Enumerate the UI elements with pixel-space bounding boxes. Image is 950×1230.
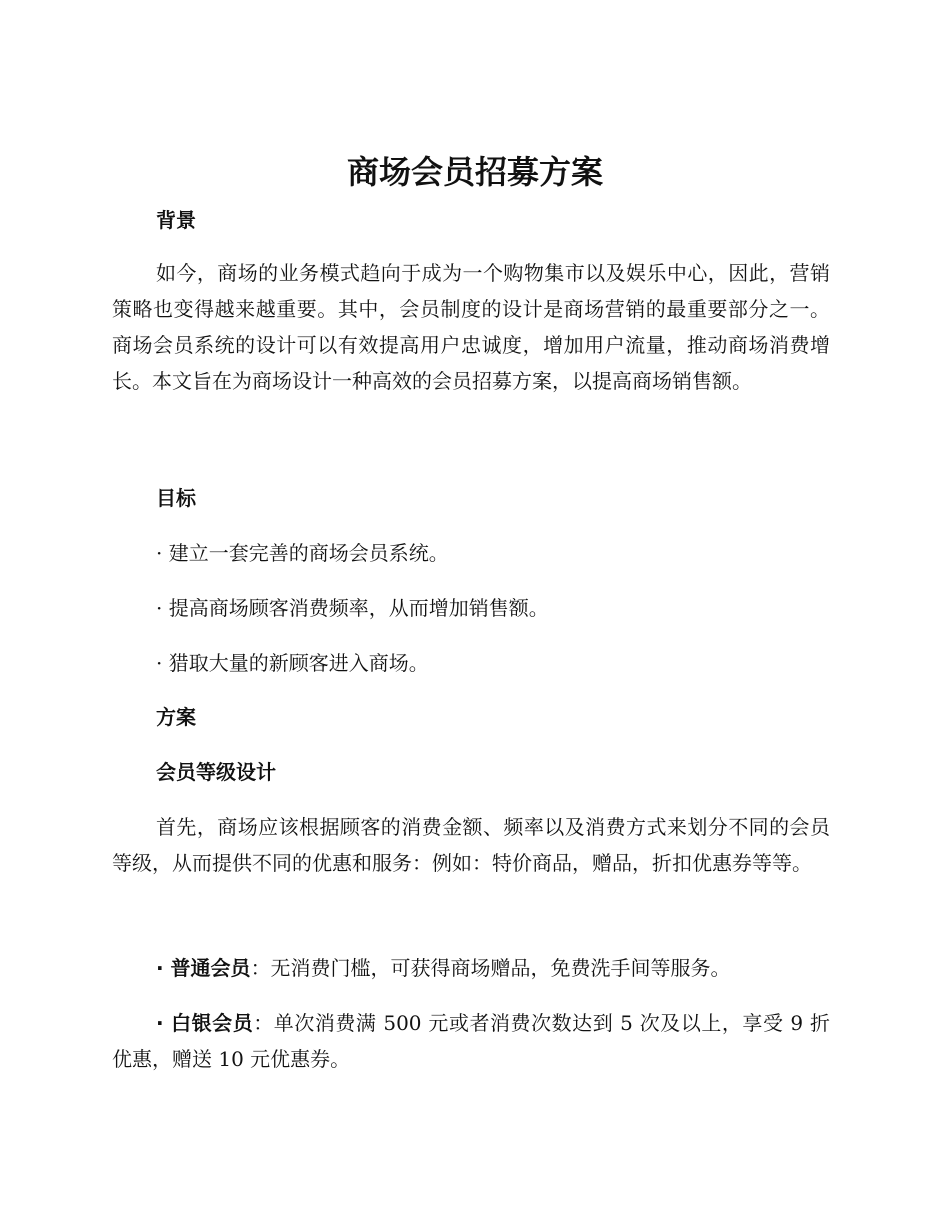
- tier-item-regular: [112, 950, 830, 986]
- goal-item: · 建立一套完善的商场会员系统。: [156, 541, 449, 565]
- goal-item: · 猎取大量的新顾客进入商场。: [156, 651, 429, 675]
- tier-item-silver: [112, 1005, 830, 1077]
- plan-intro-paragraph: 首先，商场应该根据顾客的消费金额、频率以及消费方式来划分不同的会员等级，从而提供不同的优惠和服务：例如：特价商品，赠品，折扣优惠券等等。: [112, 815, 830, 875]
- document-title: 商场会员招募方案: [346, 153, 603, 191]
- tier-name: · 白银会员: [156, 1011, 254, 1035]
- tier-description: ：单次消费满 500 元或者消费次数达到 5 次及以上，享受 9 折优惠，赠送 10 元优惠券。: [112, 1011, 830, 1071]
- section-heading-plan: 方案: [156, 705, 196, 729]
- subheading-member-tiers: 会员等级设计: [156, 760, 276, 784]
- background-paragraph: 如今，商场的业务模式趋向于成为一个购物集市以及娱乐中心，因此，营销策略也变得越来越重要。其中，会员制度的设计是商场营销的最重要部分之一。商场会员系统的设计可以有效提高用户忠诚度，增加用户流量，推动商场消费增长。本文旨在为商场设计一种高效的会员招募方案，以提高商场销售额。: [112, 261, 830, 393]
- tier-description: ：无消费门槛，可获得商场赠品，免费洗手间等服务。: [250, 956, 731, 980]
- section-heading-background: 背景: [156, 208, 196, 232]
- goal-item: · 提高商场顾客消费频率，从而增加销售额。: [156, 596, 549, 620]
- section-heading-goals: 目标: [156, 486, 196, 510]
- tier-name: · 普通会员: [156, 956, 251, 980]
